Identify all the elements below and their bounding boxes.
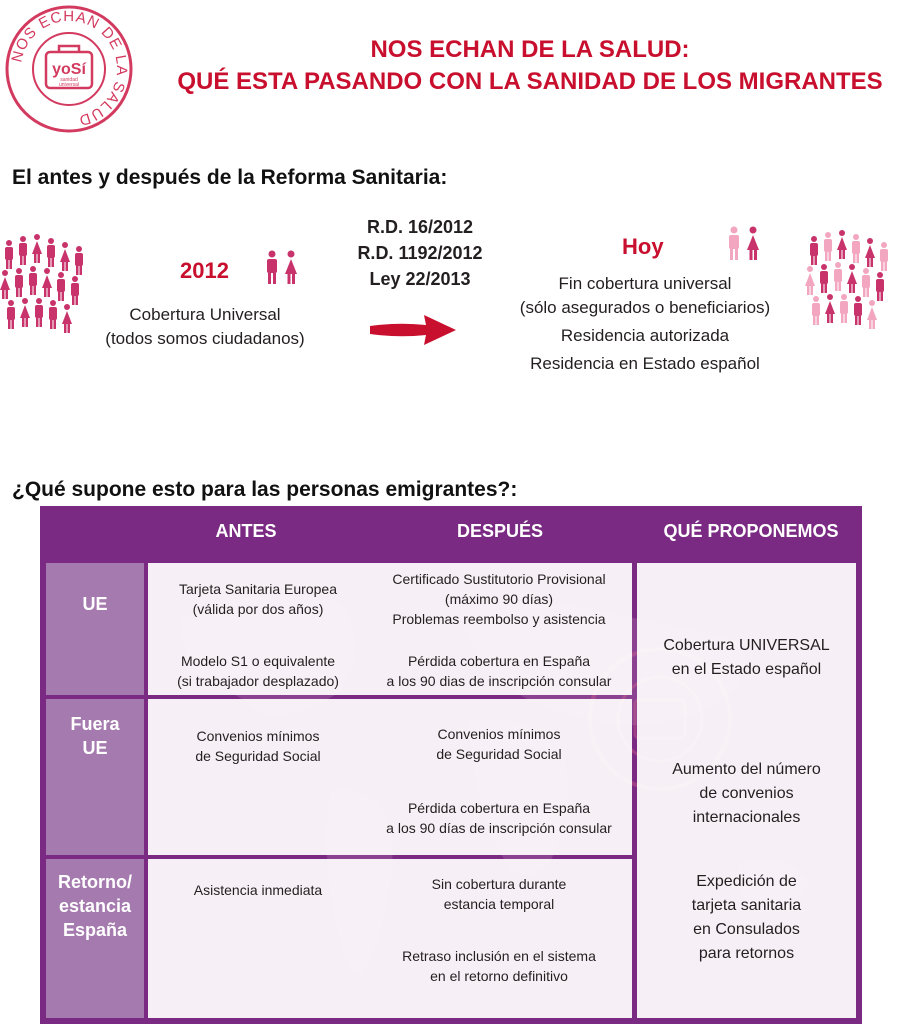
svg-text:universal: universal [58, 82, 80, 88]
page-title [170, 34, 890, 98]
col-header-despues: DESPUÉS [456, 521, 544, 541]
crowd-right-icon [805, 228, 897, 338]
col-header-proponemos: QUÉ PROPONEMOS [663, 521, 839, 541]
after-line-1: Fin cobertura universal [558, 274, 732, 293]
proposal-2: Aumento del número de convenios internacionales [672, 761, 821, 826]
ue-antes-2: Modelo S1 o equivalente (si trabajador desplazado) [177, 653, 339, 689]
title-line-1: NOS ECHAN DE LA SALUD: [370, 36, 690, 63]
title-line-2: QUÉ ESTA PASANDO CON LA SANIDAD DE LOS MIGRANTES [177, 68, 883, 95]
ue-antes-1: Tarjeta Sanitaria Europea (válida por dos años) [179, 581, 337, 617]
logo-stamp [4, 4, 134, 134]
col-header-antes: ANTES [215, 521, 277, 541]
after-coverage [490, 272, 800, 376]
fuera-antes-1: Convenios mínimos de Seguridad Social [195, 728, 321, 764]
row-label-fuera-line-1: Fuera [70, 714, 120, 734]
after-line-3: Residencia autorizada [560, 326, 730, 345]
proposal-1: Cobertura UNIVERSAL en el Estado español [663, 637, 830, 678]
year-2012: 2012 [180, 258, 229, 283]
fuera-despues-2: Pérdida cobertura en España a los 90 días de inscripción consular [386, 800, 612, 836]
law-3: Ley 22/2013 [369, 269, 471, 289]
before-coverage [80, 303, 330, 351]
row-label-retorno-line-3: España [62, 920, 128, 940]
proposal-3: Expedición de tarjeta sanitaria en Consulados para retornos [691, 873, 802, 962]
row-label-retorno [46, 870, 144, 942]
fuera-despues-1: Convenios mínimos de Seguridad Social [436, 726, 562, 762]
row-label-retorno-line-2: estancia [58, 896, 132, 916]
arrow-right-icon [368, 310, 458, 350]
row-label-fuera-line-2: UE [82, 738, 108, 758]
retorno-despues-1: Sin cobertura durante estancia temporal [431, 876, 567, 912]
ue-despues-1: Certificado Sustitutorio Provisional (máximo 90 días) Problemas reembolso y asistencia [392, 571, 606, 627]
logo-ring-text: NOS ECHAN DE LA SALUD [8, 7, 131, 130]
retorno-despues-2: Retraso inclusión en el sistema en el retorno definitivo [402, 948, 596, 984]
row-label-retorno-line-1: Retorno/ [58, 872, 132, 892]
retorno-antes-1: Asistencia inmediata [193, 882, 323, 898]
label-hoy: Hoy [622, 234, 664, 259]
before-line-1: Cobertura Universal [129, 305, 281, 324]
svg-text:sanidad: sanidad [60, 77, 78, 83]
row-label-fuera-ue [46, 712, 144, 760]
svg-text:yoSí: yoSí [52, 61, 86, 78]
after-line-4: Residencia en Estado español [530, 354, 760, 373]
laws-list [330, 214, 510, 292]
law-1: R.D. 16/2012 [366, 217, 474, 237]
after-line-2: (sólo asegurados o beneficiarios) [519, 298, 771, 317]
law-2: R.D. 1192/2012 [357, 243, 483, 263]
row-label-ue: UE [82, 594, 108, 614]
ue-despues-2: Pérdida cobertura en España a los 90 dias de inscripción consular [386, 653, 612, 689]
before-line-2: (todos somos ciudadanos) [105, 329, 305, 348]
couple-icon-hoy [724, 226, 764, 262]
row-label-ue-cell [46, 563, 144, 695]
couple-icon-2012 [262, 250, 302, 286]
crowd-left-icon [0, 232, 92, 342]
emigrants-heading: ¿Qué supone esto para las personas emigrantes?: [12, 478, 518, 501]
reform-heading: El antes y después de la Reforma Sanitaria: [12, 166, 448, 189]
